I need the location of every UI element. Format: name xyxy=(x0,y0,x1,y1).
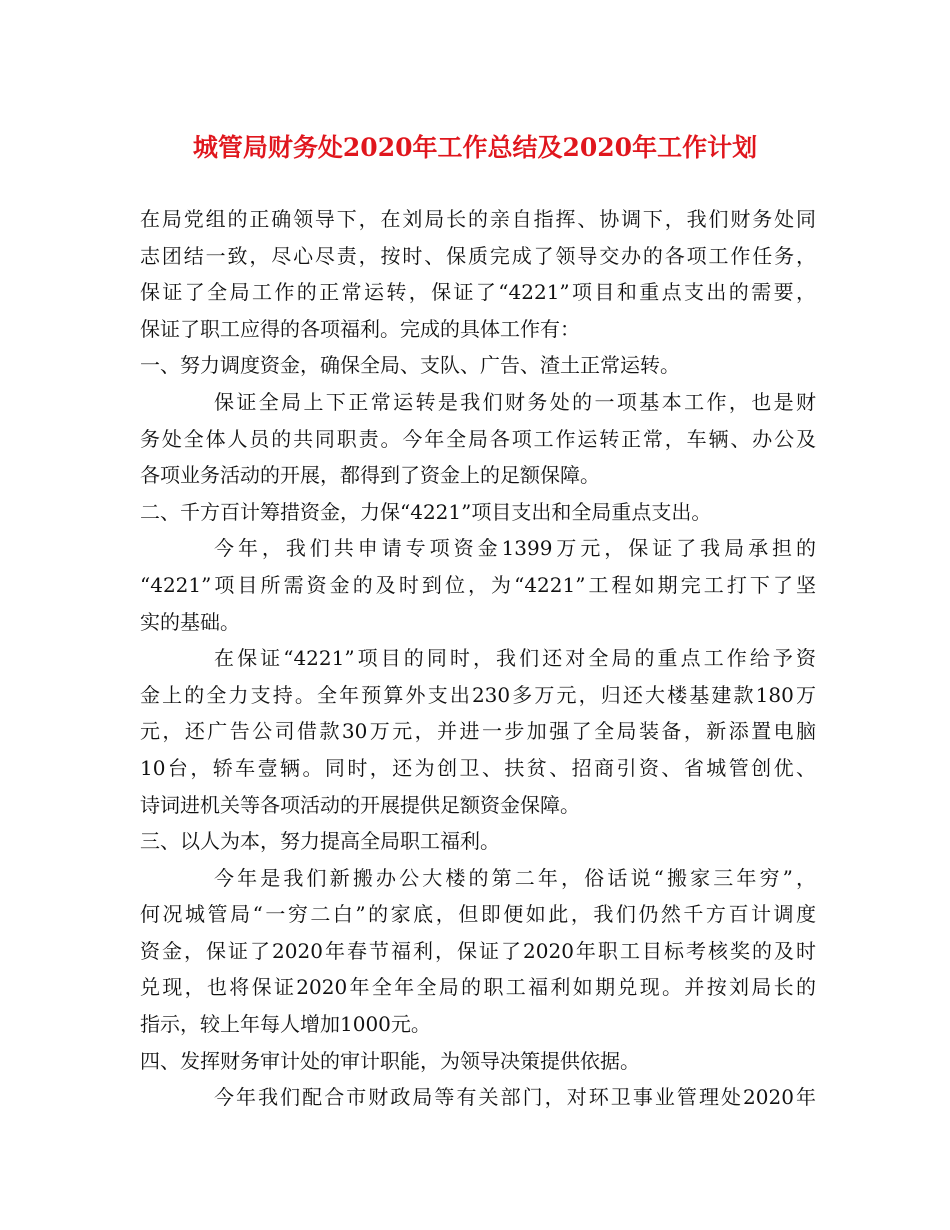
section-heading: 二、千方百计筹措资金，力保“4221”项目支出和全局重点支出。 xyxy=(140,499,712,524)
paragraph-line: 元，还广告公司借款30万元，并进一步加强了全局装备，新添置电脑 xyxy=(140,719,816,744)
paragraph-line: 指示，较上年每人增加1000元。 xyxy=(140,1012,431,1037)
paragraph-line: 保证了职工应得的各项福利。完成的具体工作有： xyxy=(140,316,580,341)
paragraph-line: 兑现，也将保证2020年全年全局的职工福利如期兑现。并按刘局长的 xyxy=(140,975,816,1000)
document-title: 城管局财务处2020年工作总结及2020年工作计划 xyxy=(192,133,758,162)
paragraph-line: 实的基础。 xyxy=(140,609,240,634)
paragraph-line: 在局党组的正确领导下，在刘局长的亲自指挥、协调下，我们财务处同 xyxy=(140,207,816,231)
paragraph-line: 务处全体人员的共同职责。今年全局各项工作运转正常，车辆、办公及 xyxy=(140,426,816,451)
document-body xyxy=(140,201,816,1116)
paragraph-line: 10台，轿车壹辆。同时，还为创卫、扶贫、招商引资、省城管创优、 xyxy=(140,755,816,780)
paragraph-line: 金上的全力支持。全年预算外支出230多万元，归还大楼基建款180万 xyxy=(140,682,816,707)
paragraph-line: 保证全局上下正常运转是我们财务处的一项基本工作，也是财 xyxy=(214,389,816,414)
paragraph-line: 志团结一致，尽心尽责，按时、保质完成了领导交办的各项工作任务， xyxy=(140,243,816,268)
section-heading: 一、努力调度资金，确保全局、支队、广告、渣土正常运转。 xyxy=(140,353,680,378)
section-heading: 四、发挥财务审计处的审计职能，为领导决策提供依据。 xyxy=(140,1048,640,1073)
paragraph-line: 今年，我们共申请专项资金1399万元，保证了我局承担的 xyxy=(214,536,816,561)
paragraph-line: 资金，保证了2020年春节福利，保证了2020年职工目标考核奖的及时 xyxy=(140,938,816,963)
paragraph-line: 诗词进机关等各项活动的开展提供足额资金保障。 xyxy=(140,792,580,817)
section-heading: 三、以人为本，努力提高全局职工福利。 xyxy=(140,829,500,854)
paragraph-line: 何况城管局“一穷二白”的家底，但即便如此，我们仍然千方百计调度 xyxy=(140,902,816,927)
paragraph-line: “4221”项目所需资金的及时到位，为“4221”工程如期完工打下了坚 xyxy=(140,572,816,597)
paragraph-line: 保证了全局工作的正常运转，保证了“4221”项目和重点支出的需要， xyxy=(140,280,816,305)
paragraph-line: 在保证“4221”项目的同时，我们还对全局的重点工作给予资 xyxy=(214,646,816,671)
paragraph-line: 今年我们配合市财政局等有关部门，对环卫事业管理处2020年 xyxy=(214,1085,816,1110)
paragraph-line: 各项业务活动的开展，都得到了资金上的足额保障。 xyxy=(140,463,600,488)
paragraph-line: 今年是我们新搬办公大楼的第二年，俗话说“搬家三年穷”， xyxy=(214,865,816,890)
